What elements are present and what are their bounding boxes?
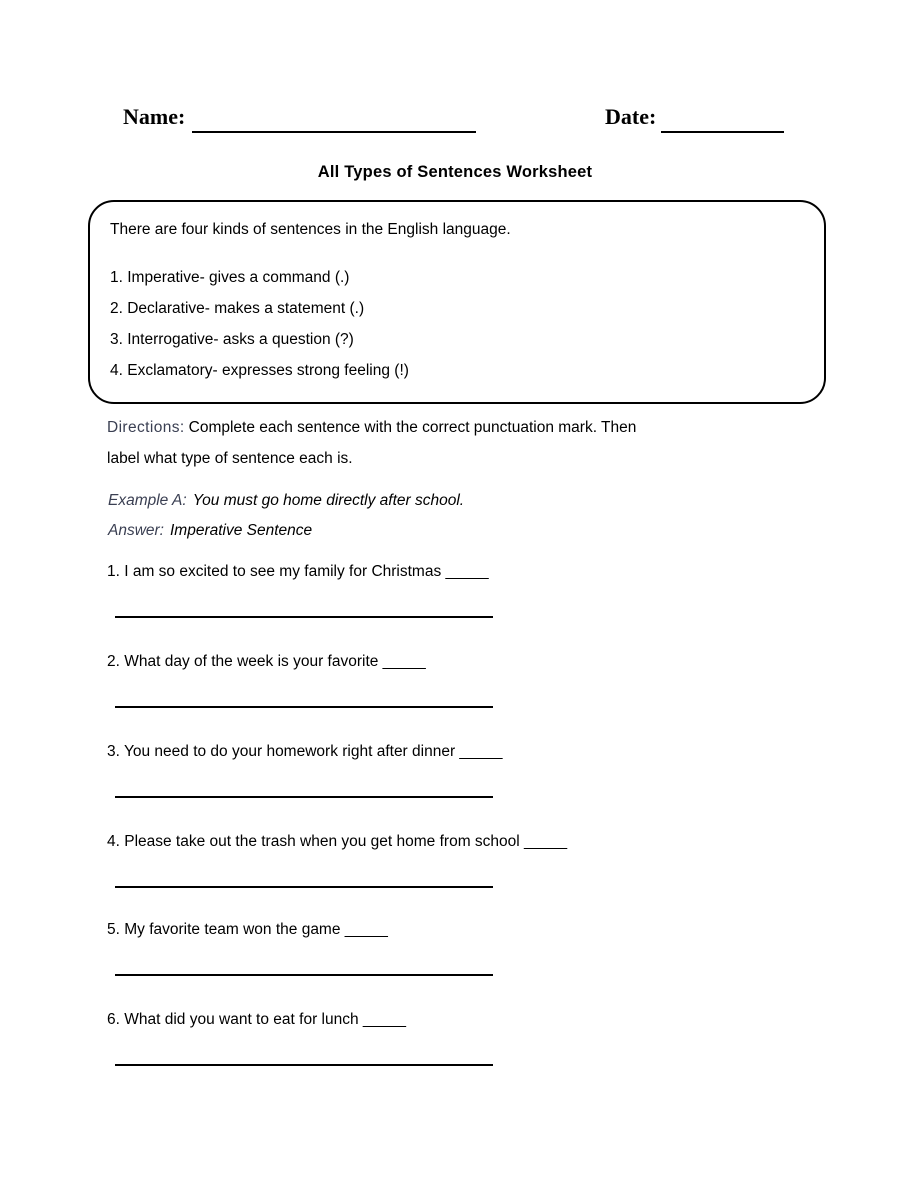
answer-label: Answer: xyxy=(108,522,164,539)
list-item: 1. Imperative- gives a command (.) xyxy=(110,269,350,286)
name-label: Name: xyxy=(123,104,186,129)
list-item: 4. Exclamatory- expresses strong feeling (!) xyxy=(110,362,409,379)
question-5 xyxy=(107,921,867,1001)
question-2 xyxy=(107,653,867,733)
date-blank-field[interactable] xyxy=(661,131,784,133)
question-1 xyxy=(107,563,867,643)
question-text: 3. You need to do your homework right after dinner _____ xyxy=(107,743,503,760)
answer-line-field[interactable] xyxy=(115,886,493,888)
sentence-types-info-box xyxy=(88,200,826,404)
date-label: Date: xyxy=(605,104,657,129)
question-3 xyxy=(107,743,867,823)
question-text: 6. What did you want to eat for lunch _____ xyxy=(107,1011,406,1028)
example-block xyxy=(108,486,464,546)
answer-line-field[interactable] xyxy=(115,974,493,976)
question-4 xyxy=(107,833,867,913)
answer-line-field[interactable] xyxy=(115,616,493,618)
sentence-types-list xyxy=(110,262,824,386)
directions-paragraph xyxy=(107,412,817,474)
question-6 xyxy=(107,1011,867,1091)
question-text: 5. My favorite team won the game _____ xyxy=(107,921,388,938)
directions-text-line2: label what type of sentence each is. xyxy=(107,450,353,467)
question-text: 4. Please take out the trash when you get home from school _____ xyxy=(107,833,568,850)
example-label: Example A: xyxy=(108,492,187,509)
answer-line-field[interactable] xyxy=(115,796,493,798)
directions-label: Directions: xyxy=(107,419,185,436)
example-answer: Imperative Sentence xyxy=(170,522,313,539)
info-intro-text: There are four kinds of sentences in the English language. xyxy=(110,221,511,238)
answer-line-field[interactable] xyxy=(115,1064,493,1066)
list-item: 3. Interrogative- asks a question (?) xyxy=(110,331,354,348)
name-blank-field[interactable] xyxy=(192,131,476,133)
list-item: 2. Declarative- makes a statement (.) xyxy=(110,300,365,317)
question-text: 1. I am so excited to see my family for Christmas _____ xyxy=(107,563,489,580)
answer-line-field[interactable] xyxy=(115,706,493,708)
question-text: 2. What day of the week is your favorite _____ xyxy=(107,653,426,670)
page-title: All Types of Sentences Worksheet xyxy=(317,163,593,181)
directions-text-line1: Complete each sentence with the correct punctuation mark. Then xyxy=(188,419,637,436)
example-sentence: You must go home directly after school. xyxy=(192,492,465,509)
